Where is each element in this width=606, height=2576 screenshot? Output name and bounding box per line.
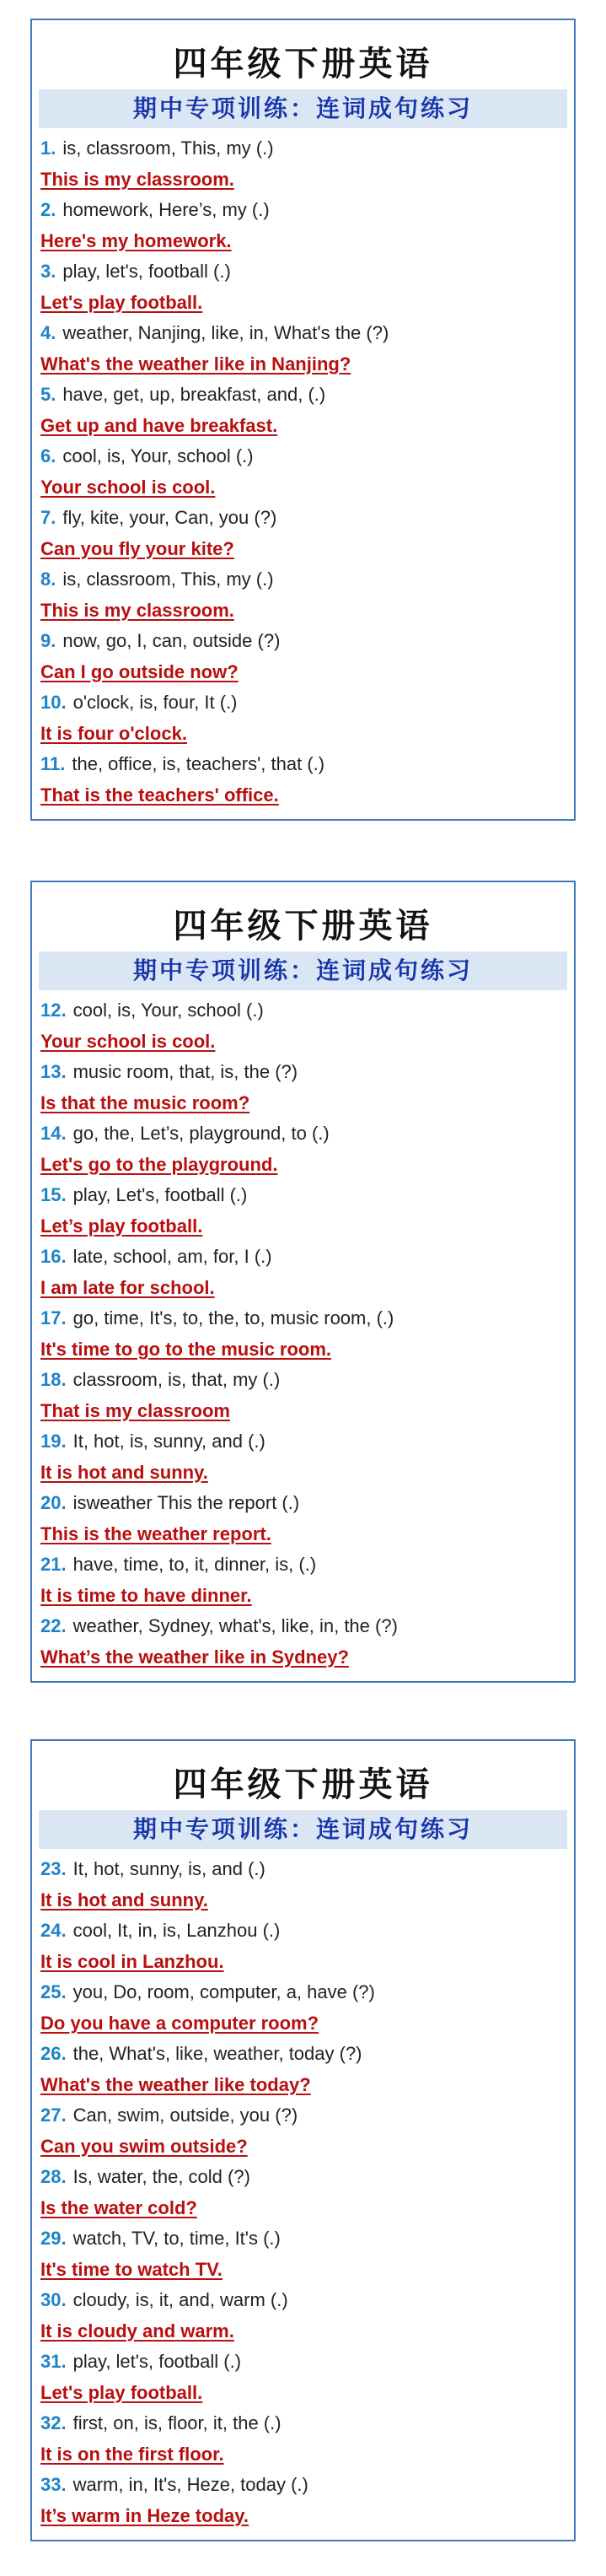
exercise-item [39,133,567,195]
scrambled-words: It, hot, sunny, is, and (.) [72,1858,265,1879]
question-line [39,2408,567,2439]
scrambled-words: warm, in, It's, Heze, today (.) [72,2474,308,2495]
question-line [39,1057,567,1088]
exercise-item [39,2162,567,2223]
answer-sentence: It is four o'clock. [40,722,187,744]
scrambled-words: is, classroom, This, my (.) [62,569,274,590]
question-line [39,380,567,411]
answer-sentence: It is cloudy and warm. [40,2320,234,2342]
scrambled-words: go, time, It's, to, the, to, music room, (.) [72,1307,394,1328]
question-number: 16. [40,1246,67,1267]
scrambled-words: the, What's, like, weather, today (?) [72,2043,362,2064]
question-number: 5. [40,384,56,405]
scrambled-words: have, get, up, breakfast, and, (.) [62,384,326,405]
scrambled-words: music room, that, is, the (?) [72,1061,298,1082]
exercise-item [39,687,567,749]
answer-sentence: This is the weather report. [40,1522,271,1544]
scrambled-words: o'clock, is, four, It (.) [72,692,238,713]
answer-sentence: It's time to watch TV. [40,2258,223,2280]
exercise-item [39,1426,567,1488]
question-line [39,1488,567,1519]
exercise-item [39,380,567,441]
exercise-item [39,1854,567,1916]
answer-sentence: Get up and have breakfast. [40,414,278,436]
question-number: 18. [40,1369,67,1390]
answer-sentence: That is my classroom [40,1399,230,1421]
answer-sentence: It is time to have dinner. [40,1584,252,1606]
answer-sentence: This is my classroom. [40,599,234,621]
question-line [39,2100,567,2131]
exercise-item [39,441,567,503]
exercise-item [39,1977,567,2039]
answer-sentence: Let's play football. [40,2381,203,2403]
question-line [39,749,567,780]
question-number: 10. [40,692,67,713]
answer-sentence: Do you have a computer room? [40,2012,319,2034]
scrambled-words: classroom, is, that, my (.) [72,1369,281,1390]
answer-sentence: Is the water cold? [40,2196,197,2218]
answer-sentence: That is the teachers' office. [40,784,279,806]
answer-sentence: I am late for school. [40,1276,215,1298]
question-line [39,564,567,595]
question-line [39,503,567,534]
item-list [39,995,567,1673]
scrambled-words: weather, Sydney, what's, like, in, the (?) [72,1615,398,1636]
scrambled-words: you, Do, room, computer, a, have (?) [72,1981,375,2002]
question-number: 30. [40,2289,67,2310]
question-line [39,1180,567,1211]
exercise-card-2 [30,881,576,1683]
question-number: 25. [40,1981,67,2002]
question-number: 6. [40,445,56,466]
answer-sentence: What’s the weather like in Sydney? [40,1646,349,1668]
question-number: 26. [40,2043,67,2064]
card-subtitle: 期中专项训练：连词成句练习 [39,1810,567,1849]
scrambled-words: Can, swim, outside, you (?) [72,2104,298,2126]
scrambled-words: have, time, to, it, dinner, is, (.) [72,1554,317,1575]
question-line [39,2347,567,2378]
scrambled-words: play, let's, football (.) [62,261,231,282]
question-number: 29. [40,2228,67,2249]
exercise-item [39,256,567,318]
question-number: 15. [40,1184,67,1205]
exercise-item [39,318,567,380]
question-line [39,1118,567,1150]
question-number: 11. [40,753,66,774]
scrambled-words: play, Let's, football (.) [72,1184,248,1205]
question-number: 20. [40,1492,67,1513]
question-number: 8. [40,569,56,590]
exercise-item [39,1611,567,1673]
exercise-card-1 [30,19,576,821]
question-number: 22. [40,1615,67,1636]
scrambled-words: Is, water, the, cold (?) [72,2166,250,2187]
scrambled-words: homework, Here’s, my (.) [62,199,270,220]
scrambled-words: watch, TV, to, time, It's (.) [72,2228,281,2249]
scrambled-words: first, on, is, floor, it, the (.) [72,2412,282,2433]
exercise-item [39,2223,567,2285]
question-number: 3. [40,261,56,282]
exercise-item [39,2039,567,2100]
answer-sentence: It is hot and sunny. [40,1461,208,1483]
item-list [39,133,567,811]
exercise-item [39,1303,567,1365]
scrambled-words: is, classroom, This, my (.) [62,137,274,159]
exercise-item [39,1118,567,1180]
question-number: 1. [40,137,56,159]
question-line [39,1426,567,1458]
card-title: 四年级下册英语 [173,906,433,946]
exercise-item [39,1365,567,1426]
question-line [39,995,567,1027]
question-line [39,626,567,657]
question-line [39,1242,567,1273]
question-line [39,2039,567,2070]
question-line [39,1916,567,1947]
answer-sentence: What's the weather like in Nanjing? [40,353,351,375]
card-subtitle: 期中专项训练：连词成句练习 [39,951,567,990]
question-number: 27. [40,2104,67,2126]
question-line [39,1854,567,1885]
item-list [39,1854,567,2531]
question-line [39,1365,567,1396]
question-number: 21. [40,1554,67,1575]
answer-sentence: It is cool in Lanzhou. [40,1950,224,1972]
answer-sentence: It’s warm in Heze today. [40,2504,249,2526]
question-line [39,2223,567,2255]
question-number: 17. [40,1307,67,1328]
exercise-item [39,1488,567,1549]
exercise-item [39,195,567,256]
exercise-item [39,2285,567,2347]
question-line [39,133,567,164]
question-number: 2. [40,199,56,220]
answer-sentence: It is hot and sunny. [40,1889,208,1910]
question-number: 14. [40,1123,67,1144]
scrambled-words: cloudy, is, it, and, warm (.) [72,2289,288,2310]
card-title: 四年级下册英语 [173,44,433,84]
question-line [39,2285,567,2316]
question-line [39,1549,567,1581]
question-number: 12. [40,1000,67,1021]
question-line [39,687,567,719]
exercise-card-3 [30,1739,576,2541]
exercise-item [39,2100,567,2162]
exercise-item [39,995,567,1057]
question-number: 13. [40,1061,67,1082]
question-line [39,2162,567,2193]
exercise-item [39,1242,567,1303]
question-line [39,2470,567,2501]
question-number: 23. [40,1858,67,1879]
card-subtitle: 期中专项训练：连词成句练习 [39,89,567,128]
scrambled-words: play, let's, football (.) [72,2351,242,2372]
exercise-item [39,749,567,811]
scrambled-words: cool, is, Your, school (.) [72,1000,264,1021]
question-number: 24. [40,1920,67,1941]
answer-sentence: It's time to go to the music room. [40,1338,332,1360]
answer-sentence: Here's my homework. [40,229,232,251]
question-number: 32. [40,2412,67,2433]
question-line [39,256,567,288]
question-line [39,195,567,226]
answer-sentence: Your school is cool. [40,476,216,498]
scrambled-words: fly, kite, your, Can, you (?) [62,507,277,528]
answer-sentence: What's the weather like today? [40,2073,311,2095]
scrambled-words: late, school, am, for, I (.) [72,1246,272,1267]
question-line [39,1611,567,1642]
question-line [39,441,567,472]
question-number: 33. [40,2474,67,2495]
card-title: 四年级下册英语 [173,1765,433,1804]
question-number: 4. [40,322,56,343]
answer-sentence: Can I go outside now? [40,660,239,682]
answer-sentence: Let's play football. [40,291,203,313]
answer-sentence: Can you fly your kite? [40,537,234,559]
answer-sentence: Let’s play football. [40,1215,203,1237]
exercise-item [39,2347,567,2408]
scrambled-words: It, hot, is, sunny, and (.) [72,1431,265,1452]
exercise-item [39,2470,567,2531]
answer-sentence: Let's go to the playground. [40,1153,278,1175]
question-number: 7. [40,507,56,528]
answer-sentence: Your school is cool. [40,1030,216,1052]
question-line [39,1303,567,1334]
exercise-item [39,1057,567,1118]
exercise-item [39,626,567,687]
exercise-item [39,1549,567,1611]
scrambled-words: cool, is, Your, school (.) [62,445,254,466]
answer-sentence: Is that the music room? [40,1091,250,1113]
scrambled-words: weather, Nanjing, like, in, What's the (?) [62,322,389,343]
question-line [39,1977,567,2008]
exercise-item [39,1916,567,1977]
answer-sentence: This is my classroom. [40,168,234,190]
scrambled-words: isweather This the report (.) [72,1492,300,1513]
question-number: 9. [40,630,56,651]
answer-sentence: Can you swim outside? [40,2135,248,2157]
question-number: 28. [40,2166,67,2187]
question-line [39,318,567,349]
answer-sentence: It is on the first floor. [40,2443,224,2465]
exercise-item [39,1180,567,1242]
scrambled-words: now, go, I, can, outside (?) [62,630,281,651]
scrambled-words: go, the, Let’s, playground, to (.) [72,1123,330,1144]
scrambled-words: the, office, is, teachers', that (.) [72,753,325,774]
question-number: 19. [40,1431,67,1452]
exercise-item [39,564,567,626]
exercise-item [39,503,567,564]
scrambled-words: cool, It, in, is, Lanzhou (.) [72,1920,281,1941]
exercise-item [39,2408,567,2470]
question-number: 31. [40,2351,67,2372]
